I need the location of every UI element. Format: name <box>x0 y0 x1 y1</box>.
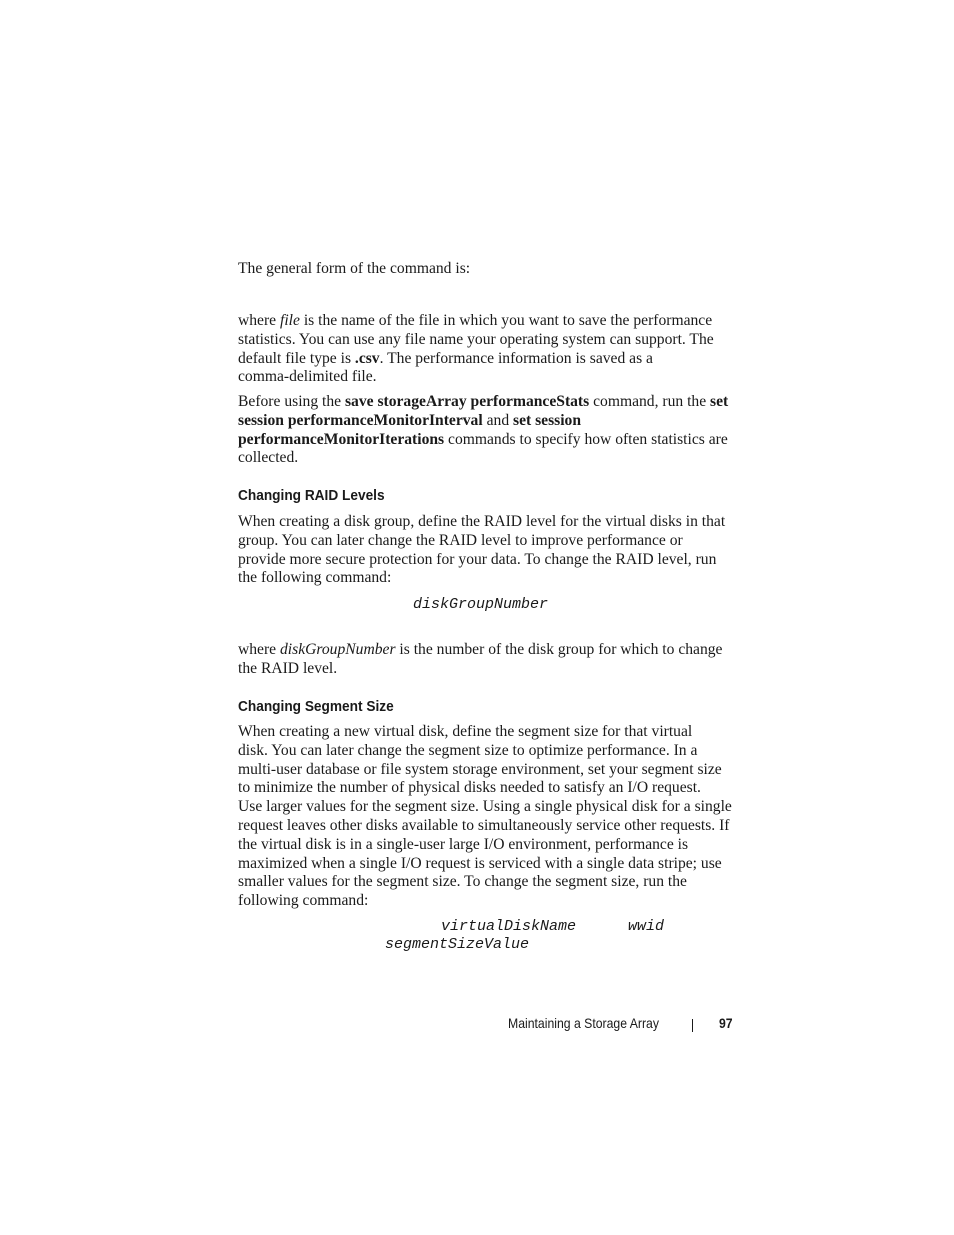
segment-size-heading: Changing Segment Size <box>238 698 394 715</box>
segment-line-7: the virtual disk is in a single-user large I/O environment, performance is <box>238 835 689 853</box>
raid-where-line-2: the RAID level. <box>238 659 338 677</box>
where-file-paragraph <box>238 312 738 387</box>
segment-line-9: smaller values for the segment size. To change the segment size, run the <box>238 873 687 891</box>
before-using-line-4: collected. <box>238 449 299 467</box>
before-using-line-3: performanceMonitorIterations commands to specify how often statistics are <box>238 430 728 448</box>
segment-command-param-size: segmentSizeValue <box>385 936 530 953</box>
command-monitor-iterations: performanceMonitorIterations <box>238 430 445 448</box>
file-param: file <box>280 312 300 329</box>
segment-line-8: maximized when a single I/O request is serviced with a single data stripe; use <box>238 854 722 872</box>
general-form-intro <box>238 260 738 279</box>
footer-section-title: Maintaining a Storage Array <box>508 1016 659 1031</box>
raid-line-3: provide more secure protection for your data. To change the RAID level, run <box>238 550 717 568</box>
command-monitor-interval: session performanceMonitorInterval <box>238 411 483 429</box>
csv-extension: .csv <box>354 349 380 367</box>
segment-size-paragraph <box>238 723 738 911</box>
before-using-line-2: session performanceMonitorInterval and set session <box>238 411 582 429</box>
footer-page-number: 97 <box>719 1016 733 1031</box>
raid-line-4: the following command: <box>238 569 392 587</box>
segment-line-2: disk. You can later change the segment size to optimize performance. In a <box>238 741 698 759</box>
raid-levels-heading: Changing RAID Levels <box>238 487 385 504</box>
segment-line-6: request leaves other disks available to simultaneously service other requests. If <box>238 816 730 834</box>
raid-line-2: group. You can later change the RAID level to improve performance or <box>238 531 683 549</box>
raid-line-1: When creating a disk group, define the RAID level for the virtual disks in that <box>238 513 726 530</box>
segment-command-param-vdisk: virtualDiskName <box>441 918 577 935</box>
segment-line-5: Use larger values for the segment size. Using a single physical disk for a single <box>238 798 732 816</box>
footer-separator <box>692 1019 693 1032</box>
general-form-text: The general form of the command is: <box>238 260 471 277</box>
segment-line-3: multi-user database or file system storage environment, set your segment size <box>238 760 722 778</box>
where-file-line-3: default file type is .csv. The performance information is saved as a <box>238 349 653 367</box>
command-save-performance-stats: save storageArray performanceStats <box>344 393 590 410</box>
segment-line-4: to minimize the number of physical disks needed to satisfy an I/O request. <box>238 779 701 797</box>
disk-group-number-param: diskGroupNumber <box>280 641 396 658</box>
segment-command-param-wwid: wwid <box>628 918 665 935</box>
where-file-line-1: where file is the name of the file in which you want to save the performance <box>238 312 713 329</box>
segment-line-10: following command: <box>238 892 369 910</box>
raid-command-param: diskGroupNumber <box>413 596 549 613</box>
before-using-line-1: Before using the save storageArray performanceStats command, run the set <box>238 393 729 410</box>
before-using-paragraph <box>238 393 738 468</box>
raid-where-paragraph <box>238 641 738 679</box>
raid-levels-paragraph <box>238 513 738 588</box>
raid-where-line-1: where diskGroupNumber is the number of the disk group for which to change <box>238 641 723 658</box>
segment-line-1: When creating a new virtual disk, define the segment size for that virtual <box>238 723 693 740</box>
where-file-line-2: statistics. You can use any file name your operating system can support. The <box>238 330 714 348</box>
where-file-line-4: comma-delimited file. <box>238 368 377 386</box>
